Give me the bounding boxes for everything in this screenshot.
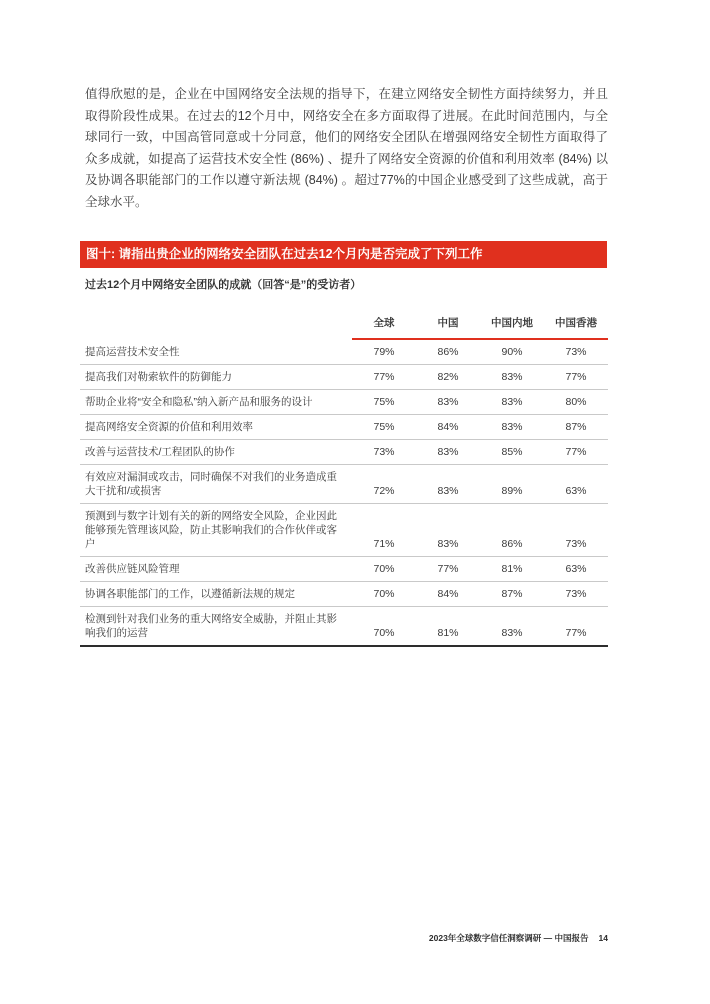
cell-value: 73%: [544, 582, 608, 607]
row-label: 提高网络安全资源的价值和利用效率: [80, 415, 352, 440]
cell-value: 72%: [352, 465, 416, 504]
table-row: [80, 557, 608, 582]
cell-value: 81%: [480, 557, 544, 582]
cell-value: 77%: [352, 365, 416, 390]
cell-value: 83%: [480, 365, 544, 390]
cell-value: 89%: [480, 465, 544, 504]
cell-value: 83%: [480, 607, 544, 647]
column-header-empty: [80, 310, 352, 339]
cell-value: 90%: [501, 346, 523, 358]
table-body: [80, 339, 608, 646]
achievements-table: [80, 310, 608, 647]
table-row: [80, 582, 608, 607]
cell-value: 83%: [416, 390, 480, 415]
table-row: [80, 607, 608, 647]
row-label: 检测到针对我们业务的重大网络安全威胁，并阻止其影响我们的运营: [80, 607, 352, 647]
figure-banner: [80, 241, 607, 268]
cell-value: 73%: [544, 504, 608, 557]
cell-value: 86%: [437, 346, 459, 358]
cell-value: 83%: [416, 440, 480, 465]
achievements-table-container: [80, 310, 608, 647]
cell-value: 84%: [416, 415, 480, 440]
table-row: [80, 339, 608, 365]
figure-banner-title: 图十: 请指出贵企业的网络安全团队在过去12个月内是否完成了下列工作: [86, 247, 483, 261]
table-row: [80, 465, 608, 504]
cell-value: 63%: [544, 465, 608, 504]
column-header-global: 全球: [352, 310, 416, 339]
table-header-row: [80, 310, 608, 339]
row-label: 帮助企业将“安全和隐私”纳入新产品和服务的设计: [80, 390, 352, 415]
cell-value: 70%: [352, 582, 416, 607]
column-header-china: 中国: [416, 310, 480, 339]
cell-value: 73%: [352, 440, 416, 465]
table-row: [80, 440, 608, 465]
table-row: [80, 390, 608, 415]
cell-value: 86%: [480, 504, 544, 557]
cell-value: 75%: [352, 415, 416, 440]
row-label: 有效应对漏洞或攻击，同时确保不对我们的业务造成重大干扰和/或损害: [80, 465, 352, 504]
cell-value: 87%: [544, 415, 608, 440]
column-header-hongkong: 中国香港: [544, 310, 608, 339]
table-row: [80, 365, 608, 390]
cell-value: 83%: [480, 415, 544, 440]
page-footer: [429, 932, 608, 944]
cell-value: 85%: [480, 440, 544, 465]
table-row: [80, 415, 608, 440]
cell-value: 83%: [416, 504, 480, 557]
cell-value: 80%: [544, 390, 608, 415]
row-label: 改善与运营技术/工程团队的协作: [80, 440, 352, 465]
column-header-mainland: 中国内地: [480, 310, 544, 339]
row-label: 提高我们对勒索软件的防御能力: [80, 365, 352, 390]
cell-value: 71%: [352, 504, 416, 557]
cell-value: 82%: [416, 365, 480, 390]
cell-value: 81%: [416, 607, 480, 647]
cell-value: 75%: [352, 390, 416, 415]
page-number: 14: [598, 933, 608, 943]
cell-value: 79%: [373, 346, 395, 358]
intro-paragraph: 值得欣慰的是，企业在中国网络安全法规的指导下，在建立网络安全韧性方面持续努力，并且取得阶段性成果。在过去的12个月中，网络安全在多方面取得了进展。在此时间范围内，与全球同行一致，中国高管同意或十分同意，他们的网络安全团队在增强网络安全韧性方面取得了众多成就，如提高了运营技术安全性 (86%) 、提升了网络安全资源的价值和利用效率 (84%) 以及协调各职能部门的工作以遵守新法规 (84%) 。超过77%的中国企业感受到了这些成就，高于全球水平。: [85, 87, 608, 209]
cell-value: 63%: [544, 557, 608, 582]
footer-report-title: 2023年全球数字信任洞察调研 — 中国报告: [428, 933, 589, 943]
table-row: [80, 504, 608, 557]
cell-value: 77%: [416, 557, 480, 582]
cell-value: 84%: [416, 582, 480, 607]
cell-value: 73%: [565, 346, 587, 358]
cell-value: 70%: [352, 557, 416, 582]
cell-value: 77%: [544, 365, 608, 390]
row-label: 提高运营技术安全性: [85, 346, 180, 358]
row-label: 协调各职能部门的工作，以遵循新法规的规定: [80, 582, 352, 607]
row-label: 改善供应链风险管理: [80, 557, 352, 582]
cell-value: 83%: [416, 465, 480, 504]
row-label: 预测到与数字计划有关的新的网络安全风险，企业因此能够预先管理该风险，防止其影响我们的合作伙伴或客户: [80, 504, 352, 557]
cell-value: 83%: [480, 390, 544, 415]
cell-value: 87%: [480, 582, 544, 607]
figure-subtitle: 过去12个月中网络安全团队的成就（回答“是”的受访者）: [85, 279, 362, 291]
cell-value: 77%: [544, 440, 608, 465]
cell-value: 70%: [352, 607, 416, 647]
cell-value: 77%: [544, 607, 608, 647]
